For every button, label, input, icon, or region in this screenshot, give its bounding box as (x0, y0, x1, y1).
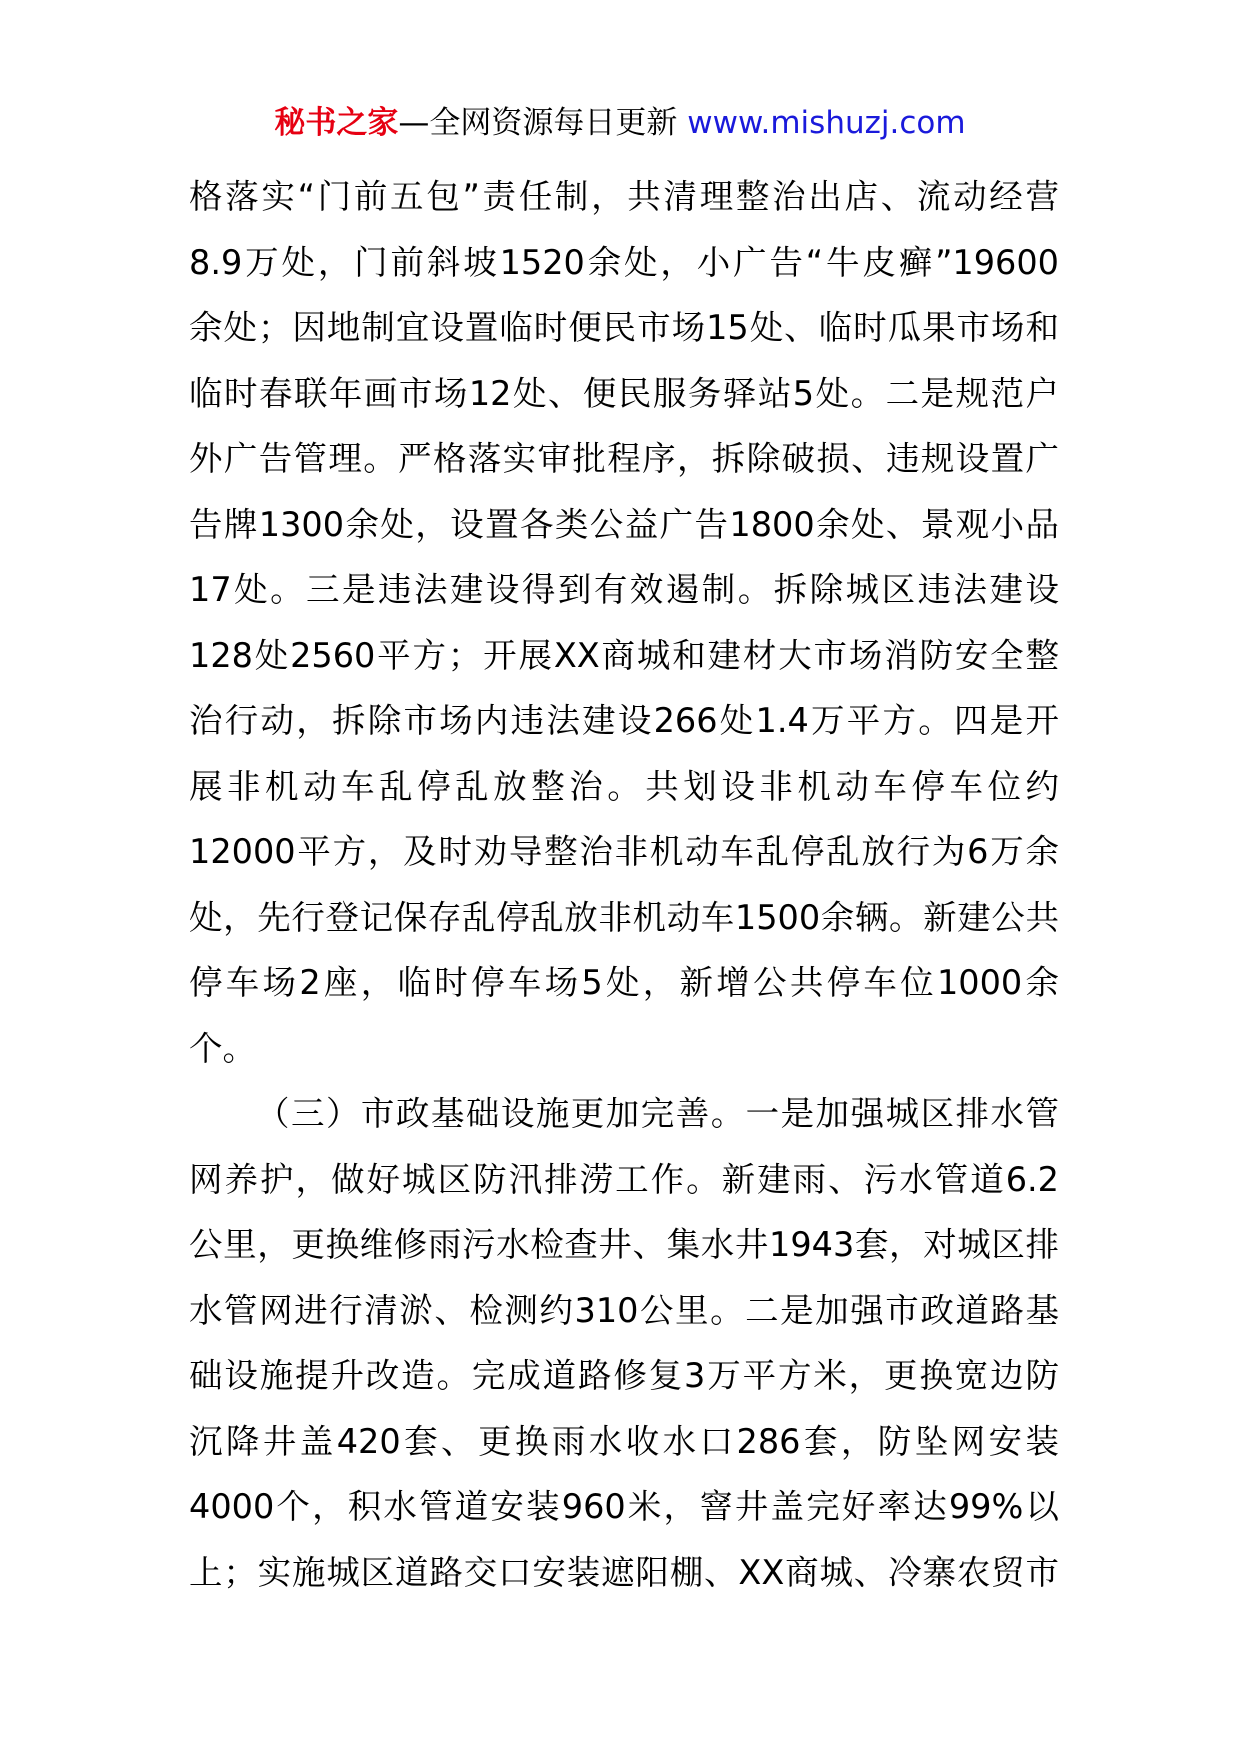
text-line: 础设施提升改造。完成道路修复3万平方米，更换宽边防 (189, 1356, 1059, 1395)
text-line: 停车场2座，临时停车场5处，新增公共停车位1000余 (189, 963, 1059, 1002)
text-line: 告牌1300余处，设置各类公益广告1800余处、景观小品 (189, 504, 1059, 544)
site-header (0, 101, 1240, 145)
document-body (189, 164, 1059, 1605)
site-tagline: —全网资源每日更新 (398, 105, 678, 141)
text-line: 格落实“门前五包”责任制，共清理整治出店、流动经营 (189, 177, 1059, 216)
site-brand: 秘书之家 (274, 105, 399, 141)
text-line: 12000平方，及时劝导整治非机动车乱停乱放行为6万余 (189, 832, 1059, 871)
text-line: 水管网进行清淤、检测约310公里。二是加强市政道路基 (189, 1290, 1059, 1330)
site-url-link[interactable]: www.mishuzj.com (687, 105, 966, 141)
text-line: 上；实施城区道路交口安装遮阳棚、XX商城、冷寨农贸市 (189, 1552, 1059, 1592)
text-line: 4000个，积水管道安装960米，窨井盖完好率达99%以 (189, 1487, 1059, 1526)
text-line: 公里，更换维修雨污水检查井、集水井1943套，对城区排 (189, 1225, 1059, 1264)
section-heading-line: （三）市政基础设施更加完善。一是加强城区排水管 (256, 1094, 1059, 1133)
text-line: 沉降井盖420套、更换雨水收水口286套，防坠网安装 (189, 1421, 1059, 1461)
text-line: 余处；因地制宜设置临时便民市场15处、临时瓜果市场和 (189, 308, 1059, 347)
text-line: 128处2560平方；开展XX商城和建材大市场消防安全整 (189, 635, 1059, 675)
text-line: 个。 (189, 1028, 256, 1068)
text-line: 17处。三是违法建设得到有效遏制。拆除城区违法建设 (189, 570, 1059, 609)
text-line: 临时春联年画市场12处、便民服务驿站5处。二是规范户 (189, 373, 1059, 413)
text-line: 展非机动车乱停乱放整治。共划设非机动车停车位约 (189, 766, 1059, 806)
text-line: 处，先行登记保存乱停乱放非机动车1500余辆。新建公共 (189, 897, 1059, 937)
text-line: 外广告管理。严格落实审批程序，拆除破损、违规设置广 (189, 439, 1059, 478)
text-line: 8.9万处，门前斜坡1520余处，小广告“牛皮癣”19600 (189, 242, 1059, 282)
text-line: 治行动，拆除市场内违法建设266处1.4万平方。四是开 (189, 701, 1059, 740)
text-line: 网养护，做好城区防汛排涝工作。新建雨、污水管道6.2 (189, 1159, 1059, 1199)
